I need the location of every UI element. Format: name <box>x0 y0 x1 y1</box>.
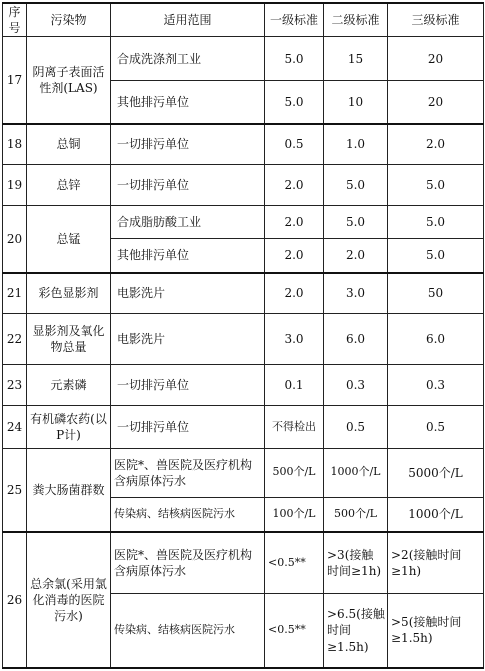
scope-cell: 医院*、兽医院及医疗机构含病原体污水 <box>111 532 265 593</box>
level2-cell: 15 <box>324 37 388 81</box>
scope-cell: 电影洗片 <box>111 273 265 314</box>
table-row <box>3 314 484 365</box>
header-level3: 三级标准 <box>388 3 484 37</box>
header-level1: 一级标准 <box>265 3 324 37</box>
pollutant-name: 有机磷农药(以P计) <box>27 405 111 448</box>
level2-cell: >3(接触时间≥1h) <box>324 532 388 593</box>
row-number: 23 <box>3 365 27 406</box>
pollutant-name: 粪大肠菌群数 <box>27 448 111 532</box>
row-number: 17 <box>3 37 27 124</box>
table-row <box>3 365 484 406</box>
level1-cell: 2.0 <box>265 273 324 314</box>
level3-cell: 2.0 <box>388 124 484 165</box>
level2-cell: 10 <box>324 81 388 124</box>
scope-cell: 一切排污单位 <box>111 124 265 165</box>
level1-cell: <0.5** <box>265 593 324 668</box>
header-level2: 二级标准 <box>324 3 388 37</box>
pollutant-name: 总锰 <box>27 205 111 272</box>
row-number: 21 <box>3 273 27 314</box>
level3-cell: 5.0 <box>388 238 484 273</box>
row-number: 25 <box>3 448 27 532</box>
scope-cell: 医院*、兽医院及医疗机构含病原体污水 <box>111 448 265 497</box>
level3-cell: 20 <box>388 81 484 124</box>
level3-cell: 5.0 <box>388 205 484 238</box>
pollutant-name: 元素磷 <box>27 365 111 406</box>
level3-cell: 50 <box>388 273 484 314</box>
level1-cell: 0.5 <box>265 124 324 165</box>
level1-cell: 5.0 <box>265 81 324 124</box>
level1-cell: 3.0 <box>265 314 324 365</box>
level2-cell: 5.0 <box>324 165 388 206</box>
level3-cell: >2(接触时间≥1h) <box>388 532 484 593</box>
level3-cell: 6.0 <box>388 314 484 365</box>
table-row <box>3 448 484 497</box>
table-row <box>3 37 484 81</box>
scope-cell: 合成洗涤剂工业 <box>111 37 265 81</box>
level1-cell: 0.1 <box>265 365 324 406</box>
header-pollutant: 污染物 <box>27 3 111 37</box>
pollutant-name: 总铜 <box>27 124 111 165</box>
level3-cell: >5(接触时间≥1.5h) <box>388 593 484 668</box>
level2-cell: 6.0 <box>324 314 388 365</box>
level1-cell: 500个/L <box>265 448 324 497</box>
level1-cell: 100个/L <box>265 497 324 532</box>
row-number: 24 <box>3 405 27 448</box>
level3-cell: 5000个/L <box>388 448 484 497</box>
level1-cell: <0.5** <box>265 532 324 593</box>
row-number: 19 <box>3 165 27 206</box>
scope-cell: 传染病、结核病医院污水 <box>111 497 265 532</box>
level3-cell: 0.5 <box>388 405 484 448</box>
level1-cell: 不得检出 <box>265 405 324 448</box>
table-row <box>3 165 484 206</box>
header-no: 序号 <box>3 3 27 37</box>
level2-cell: 1000个/L <box>324 448 388 497</box>
row-number: 18 <box>3 124 27 165</box>
table-row <box>3 205 484 238</box>
scope-cell: 传染病、结核病医院污水 <box>111 593 265 668</box>
pollutant-name: 阴离子表面活性剂(LAS) <box>27 37 111 124</box>
scope-cell: 一切排污单位 <box>111 365 265 406</box>
scope-cell: 其他排污单位 <box>111 81 265 124</box>
row-number: 26 <box>3 532 27 668</box>
level1-cell: 5.0 <box>265 37 324 81</box>
row-number: 20 <box>3 205 27 272</box>
table-row <box>3 532 484 593</box>
level2-cell: 0.5 <box>324 405 388 448</box>
pollutant-name: 显影剂及氧化物总量 <box>27 314 111 365</box>
level3-cell: 5.0 <box>388 165 484 206</box>
level2-cell: >6.5(接触时间≥1.5h) <box>324 593 388 668</box>
level2-cell: 0.3 <box>324 365 388 406</box>
level2-cell: 5.0 <box>324 205 388 238</box>
scope-cell: 一切排污单位 <box>111 405 265 448</box>
scope-cell: 电影洗片 <box>111 314 265 365</box>
row-number: 22 <box>3 314 27 365</box>
level2-cell: 500个/L <box>324 497 388 532</box>
scope-cell: 其他排污单位 <box>111 238 265 273</box>
level2-cell: 1.0 <box>324 124 388 165</box>
level1-cell: 2.0 <box>265 205 324 238</box>
level2-cell: 2.0 <box>324 238 388 273</box>
level1-cell: 2.0 <box>265 165 324 206</box>
pollutant-name: 彩色显影剂 <box>27 273 111 314</box>
header-scope: 适用范围 <box>111 3 265 37</box>
scope-cell: 合成脂肪酸工业 <box>111 205 265 238</box>
level1-cell: 2.0 <box>265 238 324 273</box>
pollutant-standards-table <box>2 2 484 669</box>
table-row <box>3 273 484 314</box>
table-row <box>3 124 484 165</box>
level3-cell: 1000个/L <box>388 497 484 532</box>
table-row <box>3 405 484 448</box>
header-row <box>3 3 484 37</box>
level3-cell: 0.3 <box>388 365 484 406</box>
scope-cell: 一切排污单位 <box>111 165 265 206</box>
level3-cell: 20 <box>388 37 484 81</box>
level2-cell: 3.0 <box>324 273 388 314</box>
pollutant-name: 总余氯(采用氯化消毒的医院污水) <box>27 532 111 668</box>
pollutant-name: 总锌 <box>27 165 111 206</box>
